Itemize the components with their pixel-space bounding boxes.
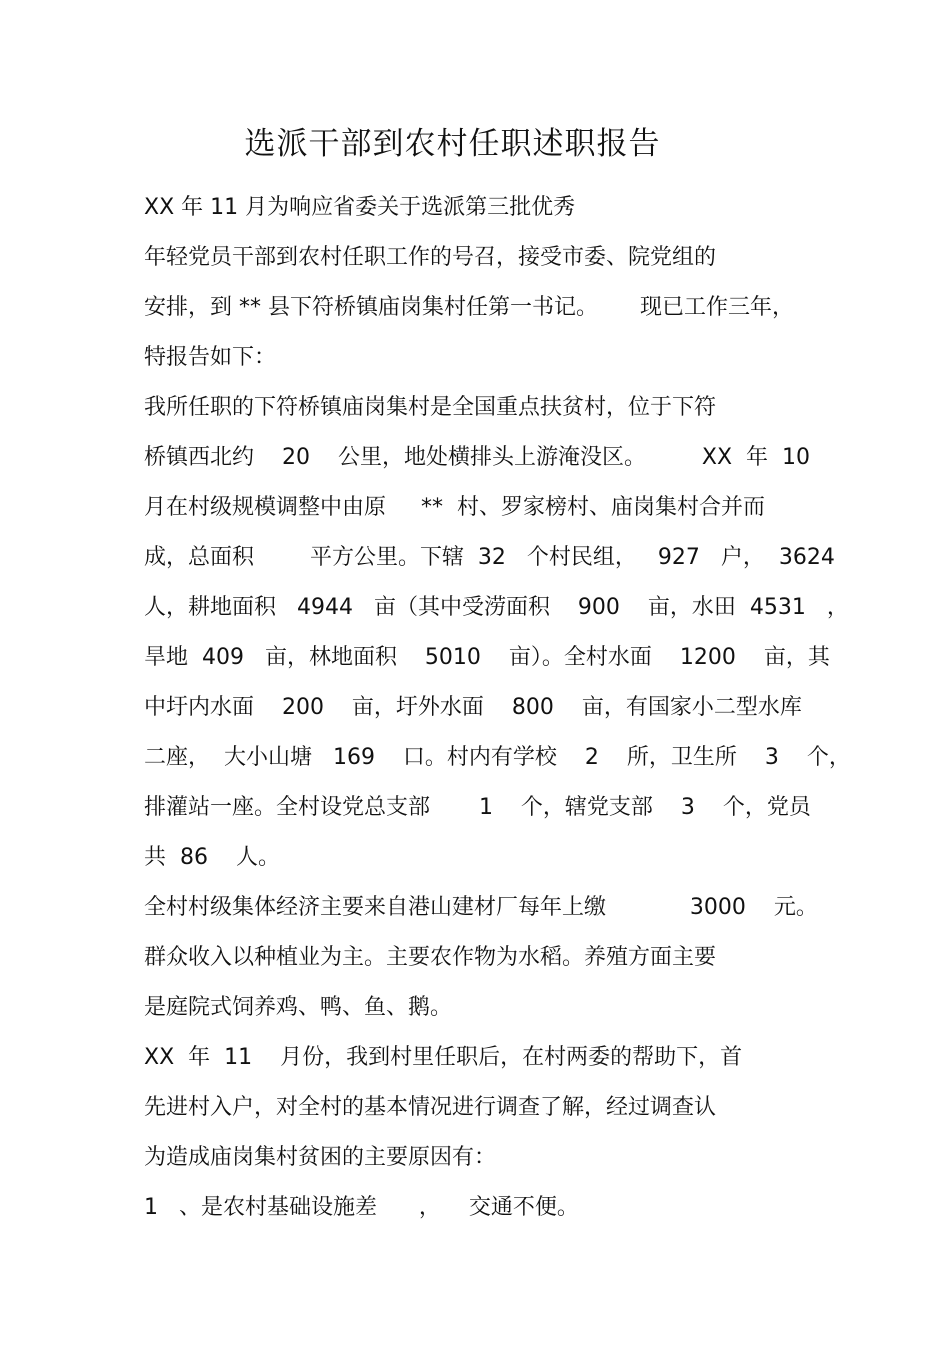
text-line: 成，总面积 平方公里。下辖 32 个村民组， 927 户， 3624: [144, 545, 835, 570]
text-line: 旱地 409 亩，林地面积 5010 亩）。全村水面 1200 亩，其: [144, 645, 830, 670]
text-line: 中圩内水面 200 亩，圩外水面 800 亩，有国家小二型水库: [144, 695, 802, 720]
text-line: 特报告如下：: [144, 345, 277, 370]
text-line: 共 86 人。: [144, 845, 280, 870]
text-line: 安排，到 ** 县下符桥镇庙岗集村任第一书记。 现已工作三年，: [144, 295, 794, 320]
text-line: 月在村级规模调整中由原 ** 村、罗家榜村、庙岗集村合并而: [144, 495, 765, 520]
text-line: 年轻党员干部到农村任职工作的号召，接受市委、院党组的: [144, 245, 717, 270]
text-line: 排灌站一座。全村设党总支部 1 个，辖党支部 3 个，党员: [144, 795, 811, 820]
text-line: 先进村入户，对全村的基本情况进行调查了解，经过调查认: [144, 1095, 717, 1120]
text-line: XX 年 11 月为响应省委关于选派第三批优秀: [144, 195, 576, 220]
text-line: 群众收入以种植业为主。主要农作物为水稻。养殖方面主要: [144, 945, 717, 970]
text-line: 1 、是农村基础设施差 ， 交通不便。: [144, 1195, 579, 1220]
text-line: 二座， 大小山塘 169 口。村内有学校 2 所，卫生所 3 个，: [144, 745, 851, 770]
document-title: 选派干部到农村任职述职报告: [244, 126, 661, 162]
document-body: [144, 190, 851, 1240]
text-line: 全村村级集体经济主要来自港山建材厂每年上缴 3000 元。: [144, 895, 818, 920]
text-line: 桥镇西北约 20 公里，地处横排头上游淹没区。 XX 年 10: [144, 445, 810, 470]
text-line: 是庭院式饲养鸡、鸭、鱼、鹅。: [144, 995, 453, 1020]
text-line: XX 年 11 月份，我到村里任职后，在村两委的帮助下，首: [144, 1045, 743, 1070]
text-line: 我所任职的下符桥镇庙岗集村是全国重点扶贫村，位于下符: [144, 395, 717, 420]
text-line: 人，耕地面积 4944 亩（其中受涝面积 900 亩，水田 4531 ，: [144, 595, 849, 620]
text-line: 为造成庙岗集村贫困的主要原因有：: [144, 1145, 497, 1170]
